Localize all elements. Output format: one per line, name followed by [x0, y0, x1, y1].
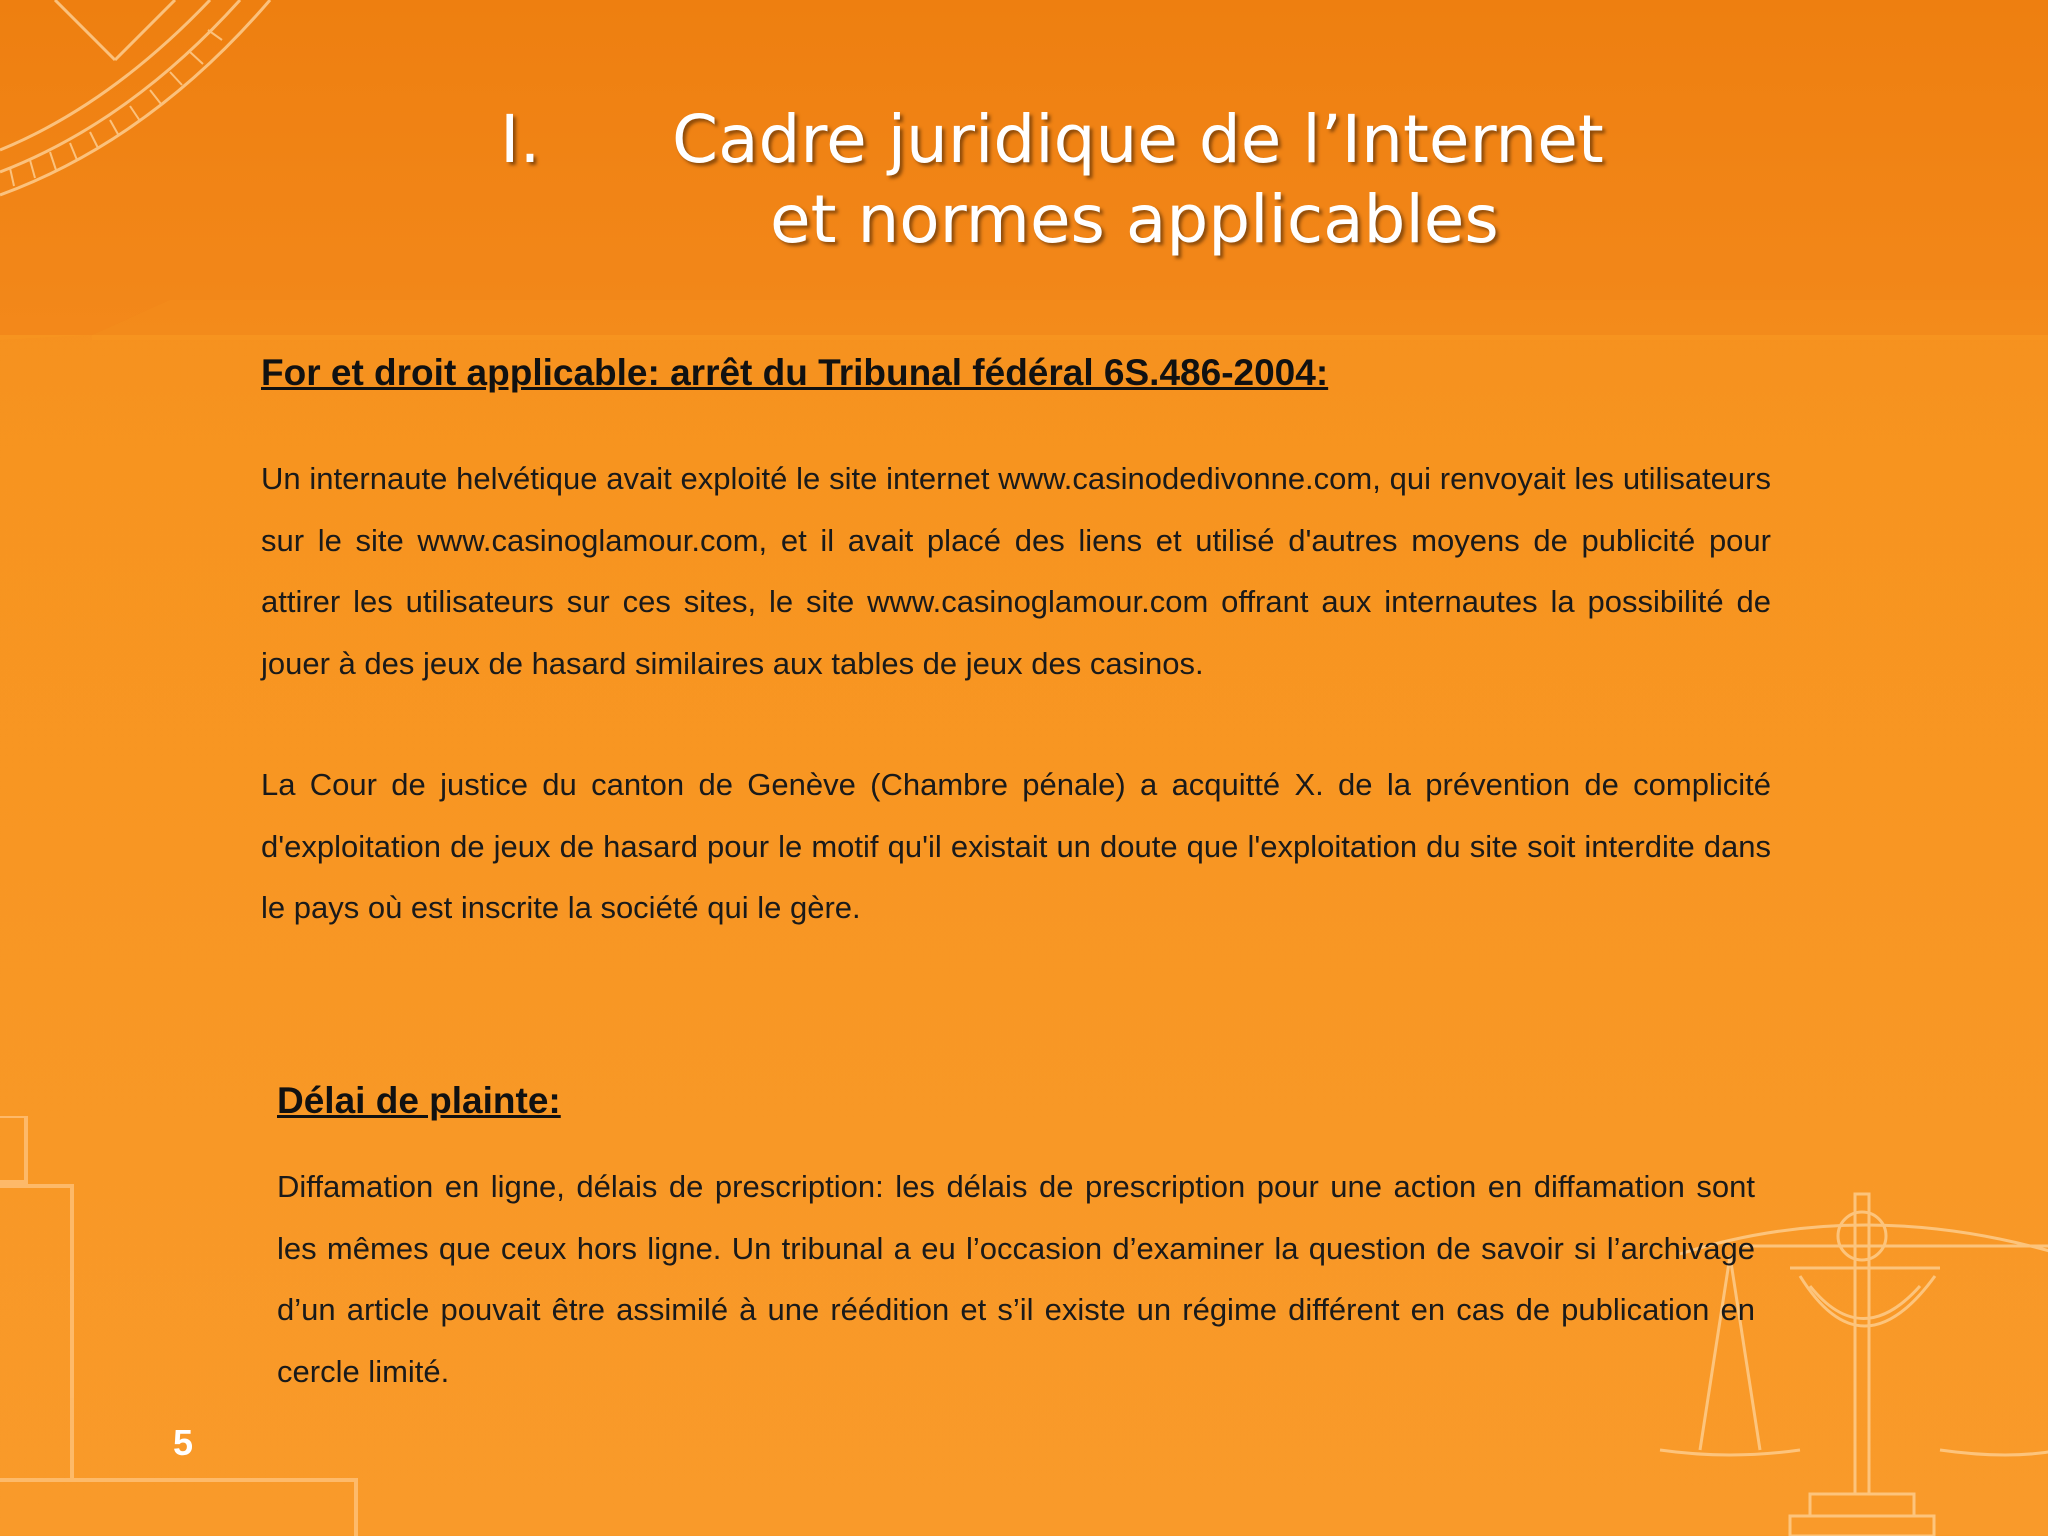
page-number: 5 [173, 1422, 194, 1463]
title-number: I. [500, 101, 541, 178]
section-heading-for-et-droit: For et droit applicable: arrêt du Tribunal fédéral 6S.486-2004: [261, 352, 1329, 393]
title-line-1: Cadre juridique de l’Internet [672, 101, 1604, 178]
paragraph-internaute: Un internaute helvétique avait exploité le site internet www.casinodedivonne.com, qui renvoyait les utilisateurs sur le site www.casinoglamour.com, et il avait placé des liens et utilisé d'autres moyens de publicité pour attirer les utilisateurs sur ces sites, le site www.casinoglamour.com offrant aux internautes la possibilité de jouer à des jeux de hasard similaires aux tables de jeux des casinos. [261, 461, 1771, 681]
paragraph-diffamation: Diffamation en ligne, délais de prescription: les délais de prescription pour une action en diffamation sont les mêmes que ceux hors ligne. Un tribunal a eu l’occasion d’examiner la question de savoir si l’archivage d’un article pouvait être assimilé à une réédition et s’il existe un régime différent en cas de publication en cercle limité. [277, 1169, 1755, 1389]
paragraph-cour-de-justice: La Cour de justice du canton de Genève (Chambre pénale) a acquitté X. de la prévention de complicité d'exploitation de jeux de hasard pour le motif qu'il existait un doute que l'exploitation du site soit interdite dans le pays où est inscrite la société qui le gère. [261, 767, 1771, 925]
section-heading-delai-de-plainte: Délai de plainte: [277, 1080, 561, 1121]
title-line-2: et normes applicables [770, 181, 1499, 258]
